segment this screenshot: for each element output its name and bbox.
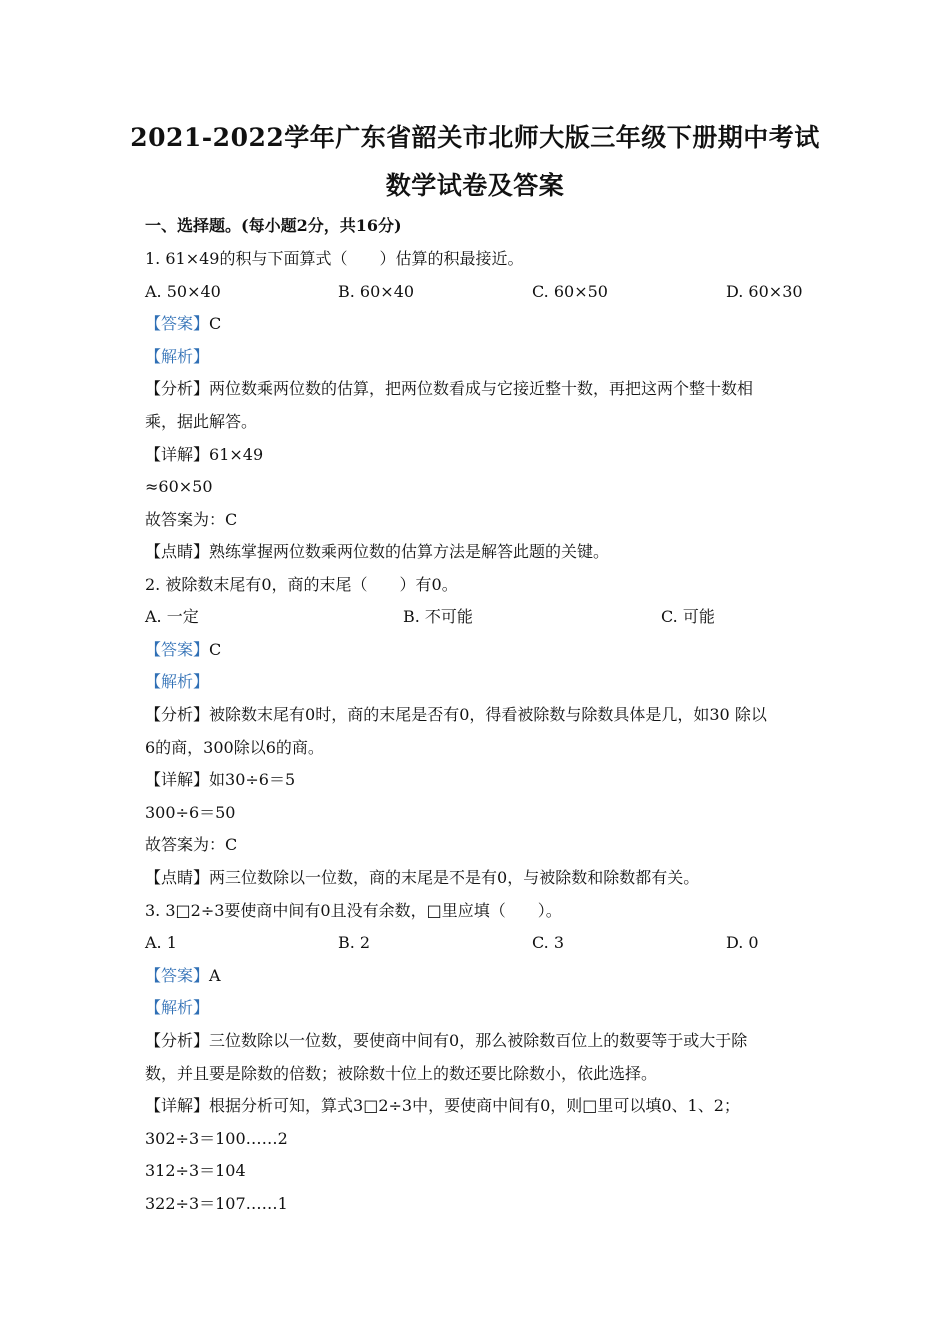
q3-xiangjie-text: 根据分析可知，算式3□2÷3中，要使商中间有0，则□里可以填0、1、2；: [209, 1096, 740, 1115]
doc-title-line2: 数学试卷及答案: [385, 171, 565, 200]
q1-calc-line: ≈60×50: [145, 477, 213, 496]
q2-fenxi-cont: 6的商，300除以6的商。: [145, 738, 324, 757]
q2-dianjing-text: 两三位数除以一位数，商的末尾是不是有0，与被除数和除数都有关。: [209, 868, 700, 887]
q2-answer-value: C: [209, 640, 222, 659]
q1-fenxi: [145, 379, 753, 399]
answer-label: 【答案】: [145, 314, 210, 333]
q3-option-b: B. 2: [338, 933, 371, 952]
q2-calc-line: 300÷6＝50: [145, 803, 236, 822]
q1-jiexi-label: 【解析】: [145, 347, 210, 366]
q3-fenxi: [145, 1031, 747, 1051]
q1-option-b: B. 60×40: [338, 282, 415, 301]
q2-option-b: B. 不可能: [403, 607, 473, 626]
q1-fenxi-text: 两位数乘两位数的估算，把两位数看成与它接近整十数，再把这两个整十数相: [209, 379, 754, 398]
doc-title-line1: 2021-2022学年广东省韶关市北师大版三年级下册期中考试: [130, 123, 820, 152]
q3-answer: [145, 966, 221, 986]
dianjing-label: 【点睛】: [145, 542, 210, 561]
q2-fenxi-text: 被除数末尾有0时，商的末尾是否有0，得看被除数与除数具体是几，如30 除以: [209, 705, 767, 724]
q3-fenxi-text: 三位数除以一位数，要使商中间有0，那么被除数百位上的数要等于或大于除: [209, 1031, 748, 1050]
q2-xiangjie-text: 如30÷6＝5: [209, 770, 296, 789]
xiangjie-label: 【详解】: [145, 445, 210, 464]
q2-stem: 2. 被除数末尾有0，商的末尾（ ）有0。: [145, 575, 458, 594]
q3-fenxi-cont: 数，并且要是除数的倍数；被除数十位上的数还要比除数小，依此选择。: [145, 1064, 658, 1083]
q3-calc-line-1: 302÷3＝100……2: [145, 1129, 288, 1148]
q1-dianjing: [145, 542, 609, 562]
answer-label: 【答案】: [145, 640, 210, 659]
q1-option-c: C. 60×50: [532, 282, 608, 301]
q1-xiangjie-text: 61×49: [209, 445, 264, 464]
q2-dianjing: [145, 868, 699, 888]
q2-option-a: A. 一定: [145, 607, 199, 626]
fenxi-label: 【分析】: [145, 705, 210, 724]
q2-answer: [145, 640, 221, 660]
q1-option-d: D. 60×30: [726, 282, 803, 301]
q2-fenxi: [145, 705, 767, 725]
q3-xiangjie: [145, 1096, 740, 1116]
q1-stem: 1. 61×49的积与下面算式（ ）估算的积最接近。: [145, 249, 524, 268]
fenxi-label: 【分析】: [145, 1031, 210, 1050]
q2-jiexi-label: 【解析】: [145, 672, 210, 691]
q2-xiangjie: [145, 770, 295, 790]
q2-option-c: C. 可能: [661, 607, 715, 626]
q3-answer-value: A: [209, 966, 221, 985]
section-heading: 一、选择题。(每小题2分，共16分): [145, 216, 402, 235]
answer-label: 【答案】: [145, 966, 210, 985]
q2-conclusion: 故答案为：C: [145, 835, 238, 854]
fenxi-label: 【分析】: [145, 379, 210, 398]
q1-fenxi-cont: 乘，据此解答。: [145, 412, 258, 431]
q3-option-c: C. 3: [532, 933, 565, 952]
q3-jiexi-label: 【解析】: [145, 998, 210, 1017]
xiangjie-label: 【详解】: [145, 1096, 210, 1115]
dianjing-label: 【点睛】: [145, 868, 210, 887]
q1-dianjing-text: 熟练掌握两位数乘两位数的估算方法是解答此题的关键。: [209, 542, 610, 561]
q1-conclusion: 故答案为：C: [145, 510, 238, 529]
xiangjie-label: 【详解】: [145, 770, 210, 789]
q1-xiangjie: [145, 445, 263, 465]
q3-option-d: D. 0: [726, 933, 759, 952]
q3-stem: 3. 3□2÷3要使商中间有0且没有余数，□里应填（ ）。: [145, 901, 562, 920]
q1-option-a: A. 50×40: [145, 282, 221, 301]
q3-option-a: A. 1: [145, 933, 177, 952]
q1-answer: [145, 314, 221, 334]
q3-calc-line-2: 312÷3＝104: [145, 1161, 246, 1180]
q1-answer-value: C: [209, 314, 222, 333]
q3-calc-line-3: 322÷3＝107……1: [145, 1194, 288, 1213]
